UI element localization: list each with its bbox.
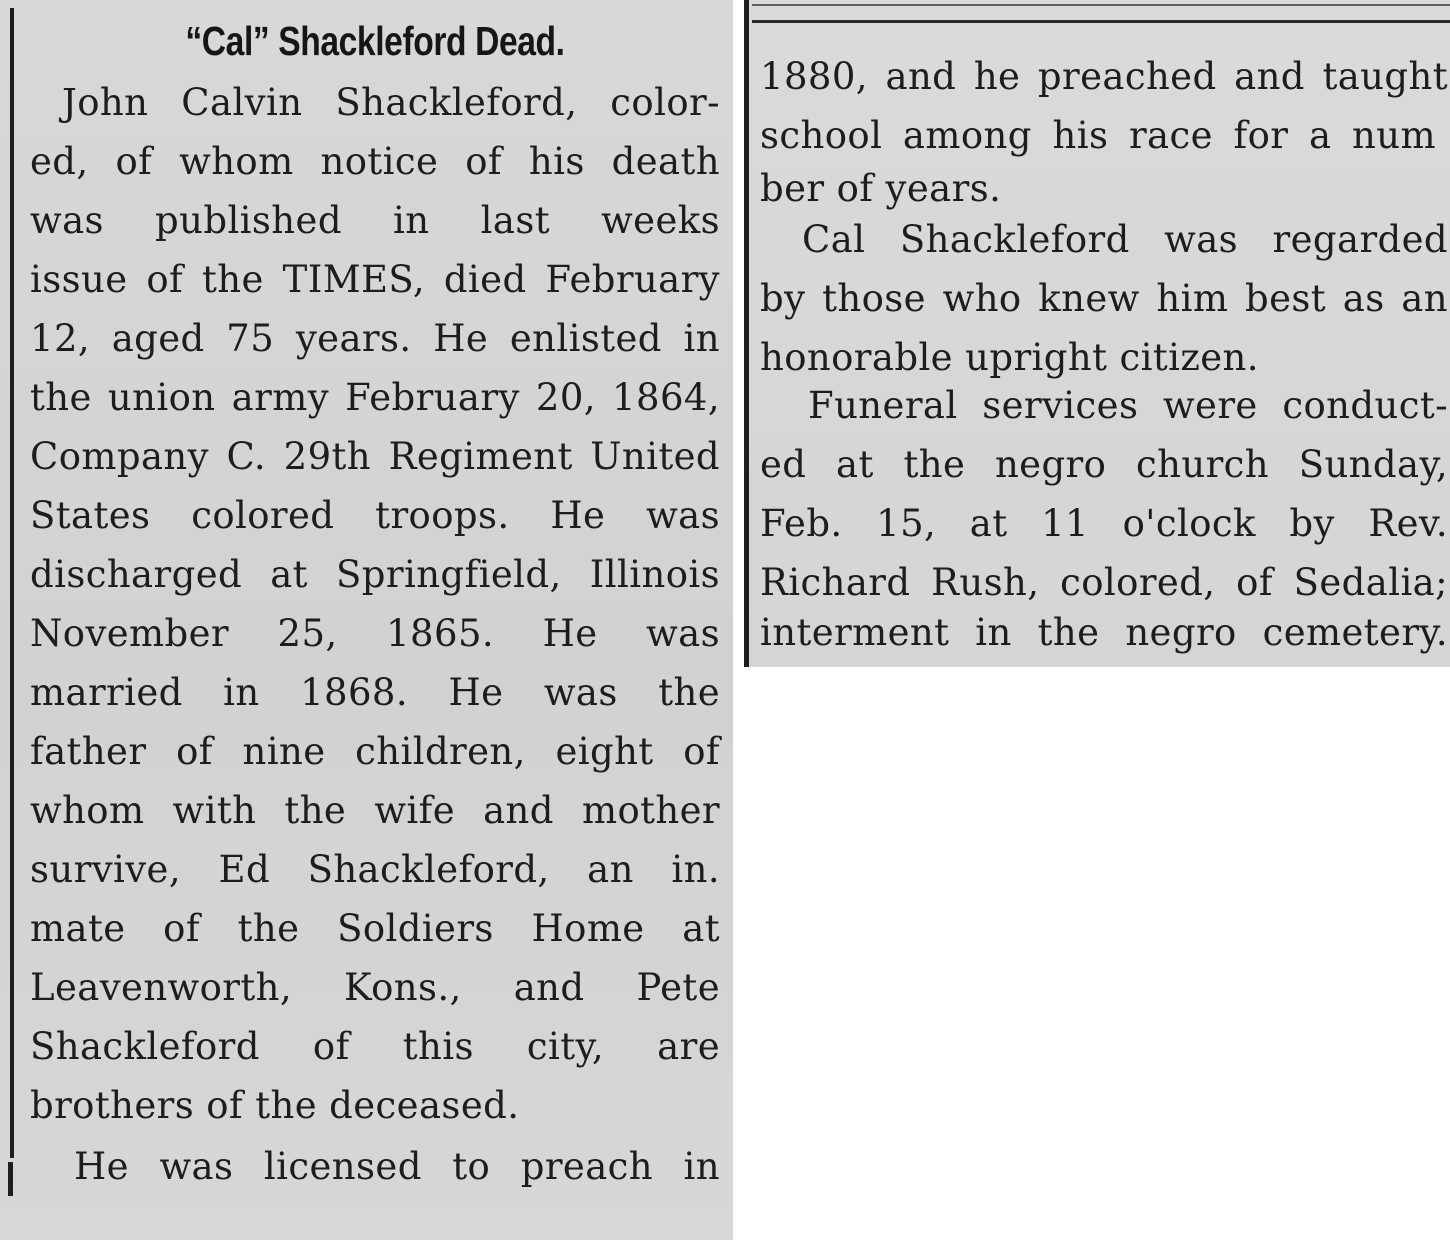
article-line: Shackleford of this city, are: [30, 1025, 720, 1068]
article-line: father of nine children, eight of: [30, 730, 720, 773]
article-line: Funeral services were conduct-: [808, 384, 1448, 427]
article-line: 12, aged 75 years. He enlisted in: [30, 317, 720, 360]
article-line: November 25, 1865. He was: [30, 612, 720, 655]
article-line: was published in last weeks: [30, 199, 720, 242]
article-line: Feb. 15, at 11 o'clock by Rev.: [760, 502, 1448, 545]
column-rule-fragment: [8, 1162, 13, 1196]
article-line: interment in the negro cemetery.: [760, 611, 1448, 654]
article-line: brothers of the deceased.: [30, 1084, 520, 1127]
article-line: 1880, and he preached and taught: [760, 55, 1448, 98]
article-line: He was licensed to preach in: [74, 1145, 720, 1188]
article-line: ber of years.: [760, 167, 1002, 210]
article-line: survive, Ed Shackleford, an in.: [30, 848, 720, 891]
article-line: mate of the Soldiers Home at: [30, 907, 720, 950]
article-line: John Calvin Shackleford, color-: [62, 81, 720, 124]
article-line: honorable upright citizen.: [760, 336, 1259, 379]
column-rule: [744, 0, 749, 667]
article-line: Leavenworth, Kons., and Pete: [30, 966, 720, 1009]
article-line: the union army February 20, 1864,: [30, 376, 720, 419]
article-line: States colored troops. He was: [30, 494, 720, 537]
article-line: by those who knew him best as an: [760, 277, 1448, 320]
article-headline: “Cal” Shackleford Dead.: [185, 18, 565, 64]
article-line: ed, of whom notice of his death: [30, 140, 720, 183]
right-column-clipping: [744, 0, 1450, 667]
top-rule: [752, 20, 1450, 23]
article-line: Richard Rush, colored, of Sedalia;: [760, 561, 1448, 604]
article-line: school among his race for a num: [760, 114, 1436, 157]
article-line: issue of the TIMES, died February: [30, 258, 720, 301]
article-line: Company C. 29th Regiment United: [30, 435, 720, 478]
article-line: married in 1868. He was the: [30, 671, 720, 714]
top-rule: [752, 4, 1450, 6]
article-line: discharged at Springfield, Illinois: [30, 553, 720, 596]
article-line: Cal Shackleford was regarded: [802, 218, 1448, 261]
article-line: ed at the negro church Sunday,: [760, 443, 1448, 486]
article-line: whom with the wife and mother: [30, 789, 720, 832]
column-rule: [10, 8, 14, 1158]
